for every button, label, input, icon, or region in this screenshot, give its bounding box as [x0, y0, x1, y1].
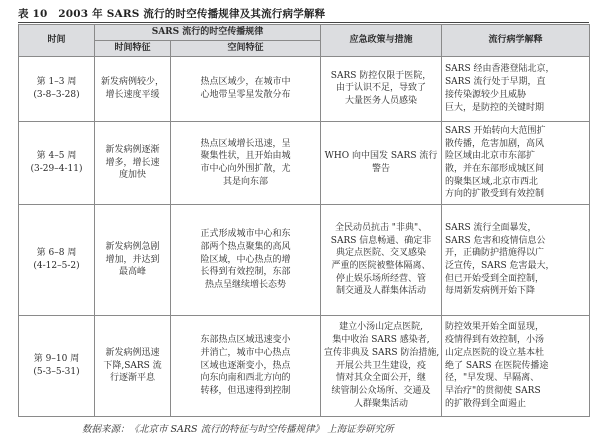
- cell-text-line: 第 1–3 周: [36, 77, 77, 88]
- cell-text-line: 增加，并达到: [105, 254, 160, 265]
- cell-spatial: [171, 205, 321, 316]
- cell-text-line: 山定点医院的设立基本杜: [445, 347, 545, 358]
- table-row: [19, 315, 590, 416]
- cell-text-line: 度加快: [118, 170, 146, 181]
- cell-text-line: 每周新发病例开始下降: [445, 286, 536, 297]
- cell-text-line: 其是向东部: [223, 176, 269, 187]
- cell-policy: [321, 205, 442, 316]
- cell-policy: [321, 121, 442, 204]
- cell-epi: [442, 315, 590, 416]
- table-row: [19, 121, 590, 204]
- source-note: 数据来源：《北京市 SARS 流行的特征与时空传播规律》 上海证券研究所: [82, 424, 394, 435]
- cell-text-line: 转移，但迅速得到控制: [200, 385, 291, 396]
- cell-epi: [442, 121, 590, 204]
- header-spatial: 空间特征: [171, 41, 321, 57]
- cell-text-line: 方向的扩散受到有效控制: [445, 189, 545, 200]
- table-caption: 表 10 2003 年 SARS 流行的时空传播规律及其流行病学解释: [18, 8, 326, 20]
- cell-spatial: [171, 57, 321, 122]
- cell-text-line: 巨大，是防控的关键时期: [445, 102, 545, 113]
- cell-text-line: 的聚集区域,北京市西北: [445, 176, 538, 187]
- header-temporal: 时间特征: [95, 41, 171, 57]
- cell-text-line: 热点区域增长迅速，呈: [200, 138, 291, 149]
- cell-temporal: [95, 57, 171, 122]
- cell-text-line: 市中心向外围扩散，尤: [200, 163, 291, 174]
- cell-text-line: 新发病例较少，: [100, 77, 164, 88]
- cell-text-line: 防控效果开始全面显现，: [445, 322, 545, 333]
- cell-text-line: 增多，增长速: [105, 157, 160, 168]
- cell-text-line: 长得到有效控制，东部: [200, 267, 291, 278]
- cell-period: [19, 315, 95, 416]
- cell-text-line: 部两个热点聚集的高风: [200, 241, 291, 252]
- cell-text-line: 第 4–5 周: [36, 151, 77, 162]
- cell-text-line: 下降,SARS 流: [103, 360, 162, 371]
- table-row: [19, 205, 590, 316]
- cell-text-line: 新发病例迅速: [105, 347, 160, 358]
- cell-text-line: 径，"早发现、早隔离、: [445, 373, 540, 384]
- cell-text-line: (5-3–5-31): [33, 366, 80, 377]
- cell-text-line: 制交通及人群集体活动: [336, 286, 427, 297]
- cell-text-line: 向东向南和西北方向的: [200, 373, 291, 384]
- table-row: [19, 57, 590, 122]
- cell-text-line: 人群聚集活动: [354, 398, 409, 409]
- cell-text-line: 的扩散得到全面遏止: [445, 398, 527, 409]
- cell-text-line: 严重的医院被整体隔离、: [331, 260, 431, 271]
- cell-text-line: 情对其众全面公开，继: [336, 373, 427, 384]
- cell-text-line: 停止娱乐场所经营、管: [336, 273, 427, 284]
- cell-text-line: 接传染源较少且威胁: [445, 89, 527, 100]
- cell-text-line: 险区域由北京市东部扩: [445, 151, 536, 162]
- cell-period: [19, 205, 95, 316]
- cell-text-line: 警告: [372, 163, 391, 174]
- cell-text-line: 宣传非典及 SARS 防治措施,: [324, 347, 440, 358]
- cell-text-line: 新发病例逐渐: [105, 144, 160, 155]
- cell-text-line: 东部热点区域迅速变小: [200, 335, 291, 346]
- caption-rule: [18, 22, 589, 23]
- cell-text-line: 增长速度平缓: [105, 89, 160, 100]
- cell-text-line: 险区域，中心热点的增: [200, 254, 291, 265]
- cell-policy: [321, 57, 442, 122]
- cell-text-line: 热点区域少，在城市中: [200, 77, 291, 88]
- header-spatiotemporal: SARS 流行的时空传播规律: [95, 25, 321, 41]
- cell-text-line: WHO 向中国发 SARS 流行: [324, 151, 438, 162]
- cell-epi: [442, 205, 590, 316]
- cell-text-line: SARS 流行处于早期，直: [445, 77, 546, 88]
- cell-text-line: (4-12–5-2): [33, 260, 80, 271]
- cell-text-line: 正式形成城市中心和东: [200, 229, 291, 240]
- cell-temporal: [95, 121, 171, 204]
- cell-text-line: 散传播，危害加剧，高风: [445, 138, 545, 149]
- header-period: 时间: [19, 25, 95, 57]
- cell-text-line: 由于认识不足，导致了: [336, 83, 427, 94]
- cell-spatial: [171, 121, 321, 204]
- cell-text-line: 区域也逐渐变小，热点: [200, 360, 291, 371]
- cell-text-line: 第 6–8 周: [36, 248, 77, 259]
- cell-text-line: 典定点医院、交叉感染: [336, 248, 427, 259]
- cell-text-line: 全民动员抗击 "非典"、: [334, 222, 428, 233]
- cell-text-line: 绝了 SARS 在医院传播途: [445, 360, 549, 371]
- cell-text-line: 开，正确防护措施得以广: [445, 248, 545, 259]
- cell-text-line: 但已开始受到全面控制，: [445, 273, 545, 284]
- cell-temporal: [95, 205, 171, 316]
- cell-text-line: 大量医务人员感染: [345, 96, 418, 107]
- cell-text-line: 泛宣传，SARS 危害最大，: [445, 260, 555, 271]
- header-epi: 流行病学解释: [442, 25, 590, 57]
- header-policy: 应急政策与措施: [321, 25, 442, 57]
- cell-spatial: [171, 315, 321, 416]
- cell-text-line: (3-8–3-28): [33, 89, 80, 100]
- cell-text-line: 建立小汤山定点医院,: [339, 322, 423, 333]
- cell-text-line: 第 9–10 周: [33, 354, 80, 365]
- cell-text-line: SARS 防控仅限于医院，: [330, 70, 432, 81]
- cell-text-line: SARS 经由香港登陆北京，: [445, 64, 555, 75]
- cell-text-line: 开展公共卫生建设，疫: [336, 360, 427, 371]
- cell-text-line: 集中收治 SARS 感染者,: [332, 335, 430, 346]
- cell-text-line: SARS 信息畅通、确定非: [330, 235, 432, 246]
- cell-text-line: 热点呈继续增长态势: [205, 280, 287, 290]
- cell-text-line: 聚集性状，且开始由城: [200, 151, 291, 162]
- cell-policy: [321, 315, 442, 416]
- cell-text-line: (3-29–4-11): [30, 163, 83, 174]
- cell-epi: [442, 57, 590, 122]
- cell-text-line: 续管制公众场所、交通及: [331, 385, 431, 396]
- cell-period: [19, 121, 95, 204]
- cell-text-line: 早治疗"的贯彻使 SARS: [445, 385, 541, 396]
- cell-text-line: 并消亡，城市中心热点: [200, 347, 291, 358]
- cell-text-line: 疫情得到有效控制，小汤: [445, 335, 545, 346]
- cell-text-line: SARS 开始转向大范围扩: [445, 125, 546, 136]
- cell-text-line: 心地带呈零星发散分布: [200, 89, 291, 100]
- sars-table: [18, 24, 590, 417]
- cell-text-line: 行逐渐平息: [109, 373, 155, 384]
- cell-text-line: 散，并在东部形成城区间: [445, 163, 545, 174]
- cell-text-line: 最高峰: [118, 267, 146, 278]
- cell-text-line: SARS 流行全面暴发，: [445, 222, 537, 233]
- cell-text-line: SARS 危害和疫情信息公: [445, 235, 546, 246]
- cell-temporal: [95, 315, 171, 416]
- cell-period: [19, 57, 95, 122]
- cell-text-line: 新发病例急剧: [105, 241, 160, 252]
